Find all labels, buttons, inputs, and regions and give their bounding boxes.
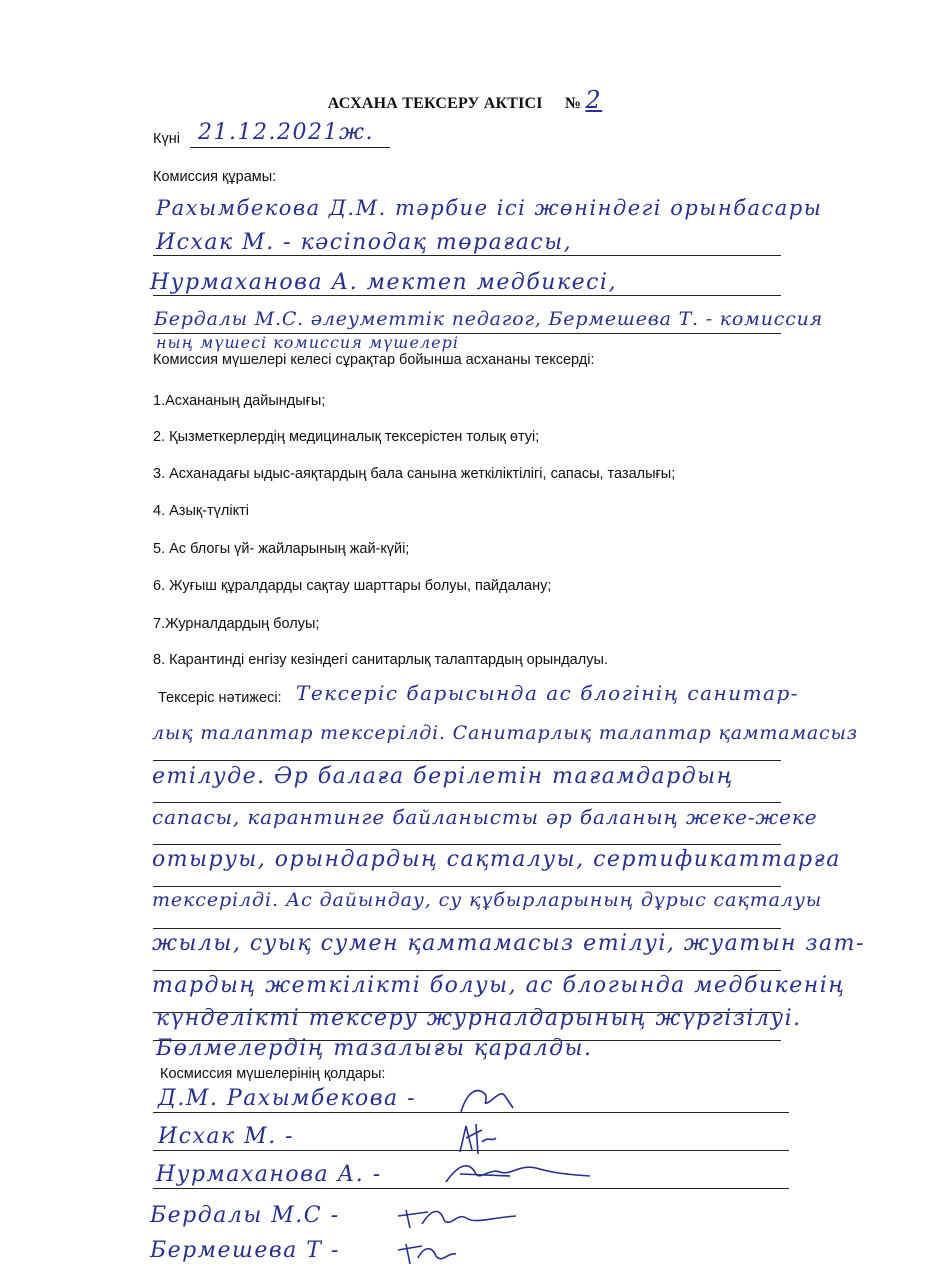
date-underline	[190, 147, 390, 148]
commission-member-2: Исхак М. - кәсіподақ төрағасы,	[156, 230, 573, 255]
signature-name-4: Бердалы М.С -	[150, 1203, 340, 1228]
result-line-1: Тексеріс барысында ас блогінің санитар-	[296, 681, 800, 705]
question-8: 8. Карантинді енгізу кезіндегі санитарлық талаптардың орындалуы.	[153, 652, 608, 668]
result-rule-3	[153, 802, 781, 803]
result-line-10: Бөлмелердің тазалығы қаралды.	[156, 1036, 593, 1061]
intro-text: Комиссия мүшелері келесі сұрақтар бойынша асхананы тексерді:	[153, 352, 595, 368]
question-5: 5. Ас блогы үй- жайларының жай-күйі;	[153, 541, 410, 557]
commission-label: Комиссия құрамы:	[153, 169, 277, 185]
signature-name-3: Нурмаханова А. -	[156, 1162, 382, 1187]
question-7: 7.Журналдардың болуы;	[153, 616, 320, 632]
result-line-2: лық талаптар тексерілді. Санитарлық талаптар қамтамасыз	[152, 722, 858, 744]
result-rule-7	[153, 970, 781, 971]
result-line-4: сапасы, карантинге байланысты әр баланың жеке-жеке	[152, 805, 818, 829]
result-label: Тексеріс нәтижесі:	[158, 690, 282, 706]
signature-mark-3	[440, 1154, 600, 1190]
commission-rule-2	[153, 255, 781, 256]
commission-member-1: Рахымбекова Д.М. тәрбие ісі жөніндегі орынбасары	[156, 196, 823, 220]
question-4: 4. Азық-түлікті	[153, 503, 249, 519]
document-title	[0, 86, 930, 114]
signature-mark-2	[452, 1120, 502, 1156]
result-line-7: жылы, суық сумен қамтамасыз етілуі, жуатын зат-	[152, 931, 865, 956]
commission-member-4: Бердалы М.С. әлеуметтік педагог, Бермешева Т. - комиссия	[154, 308, 824, 330]
date-label: Күні	[153, 131, 180, 147]
signature-name-5: Бермешева Т -	[150, 1238, 340, 1263]
signature-mark-1	[455, 1082, 535, 1116]
result-rule-4	[153, 844, 781, 845]
question-3: 3. Асханадағы ыдыс-аяқтардың бала санына жеткіліктілігі, сапасы, тазалығы;	[153, 466, 676, 482]
signature-mark-4	[392, 1198, 522, 1232]
question-1: 1.Асхананың дайындығы;	[153, 393, 326, 409]
title-text: АСХАНА ТЕКСЕРУ АКТІСІ	[327, 95, 543, 112]
result-rule-2	[153, 760, 781, 761]
signature-name-2: Исхак М. -	[158, 1124, 295, 1149]
result-line-9: күнделікті тексеру журналдарының жүргізілуі.	[156, 1006, 802, 1031]
signature-name-1: Д.М. Рахымбекова -	[158, 1086, 417, 1111]
commission-member-3: Нурмаханова А. мектеп медбикесі,	[150, 270, 617, 295]
question-6: 6. Жуғыш құралдарды сақтау шарттары болуы, пайдалану;	[153, 578, 552, 594]
commission-member-5: ның мүшесі комиссия мүшелері	[156, 333, 459, 352]
result-rule-5	[153, 886, 781, 887]
result-line-8: тардың жеткілікті болуы, ас блогында медбикенің	[152, 973, 846, 998]
commission-rule-3	[153, 295, 781, 296]
signature-mark-5	[392, 1234, 462, 1268]
number-label: №	[564, 95, 582, 112]
result-line-6: тексерілді. Ас дайындау, су құбырларының дұрыс сақталуы	[152, 889, 823, 911]
question-2: 2. Қызметкерлердің медициналық тексерістен толық өтуі;	[153, 429, 540, 445]
number-value: 2	[585, 86, 603, 114]
result-line-5: отыруы, орындардың сақталуы, сертификаттарға	[152, 847, 841, 872]
result-line-3: етілуде. Әр балаға берілетін тағамдардың	[152, 764, 734, 789]
date-value: 21.12.2021ж.	[198, 120, 374, 145]
signatures-label: Космиссия мүшелерінің қолдары:	[160, 1066, 386, 1082]
result-rule-6	[153, 928, 781, 929]
act-number	[564, 86, 603, 114]
